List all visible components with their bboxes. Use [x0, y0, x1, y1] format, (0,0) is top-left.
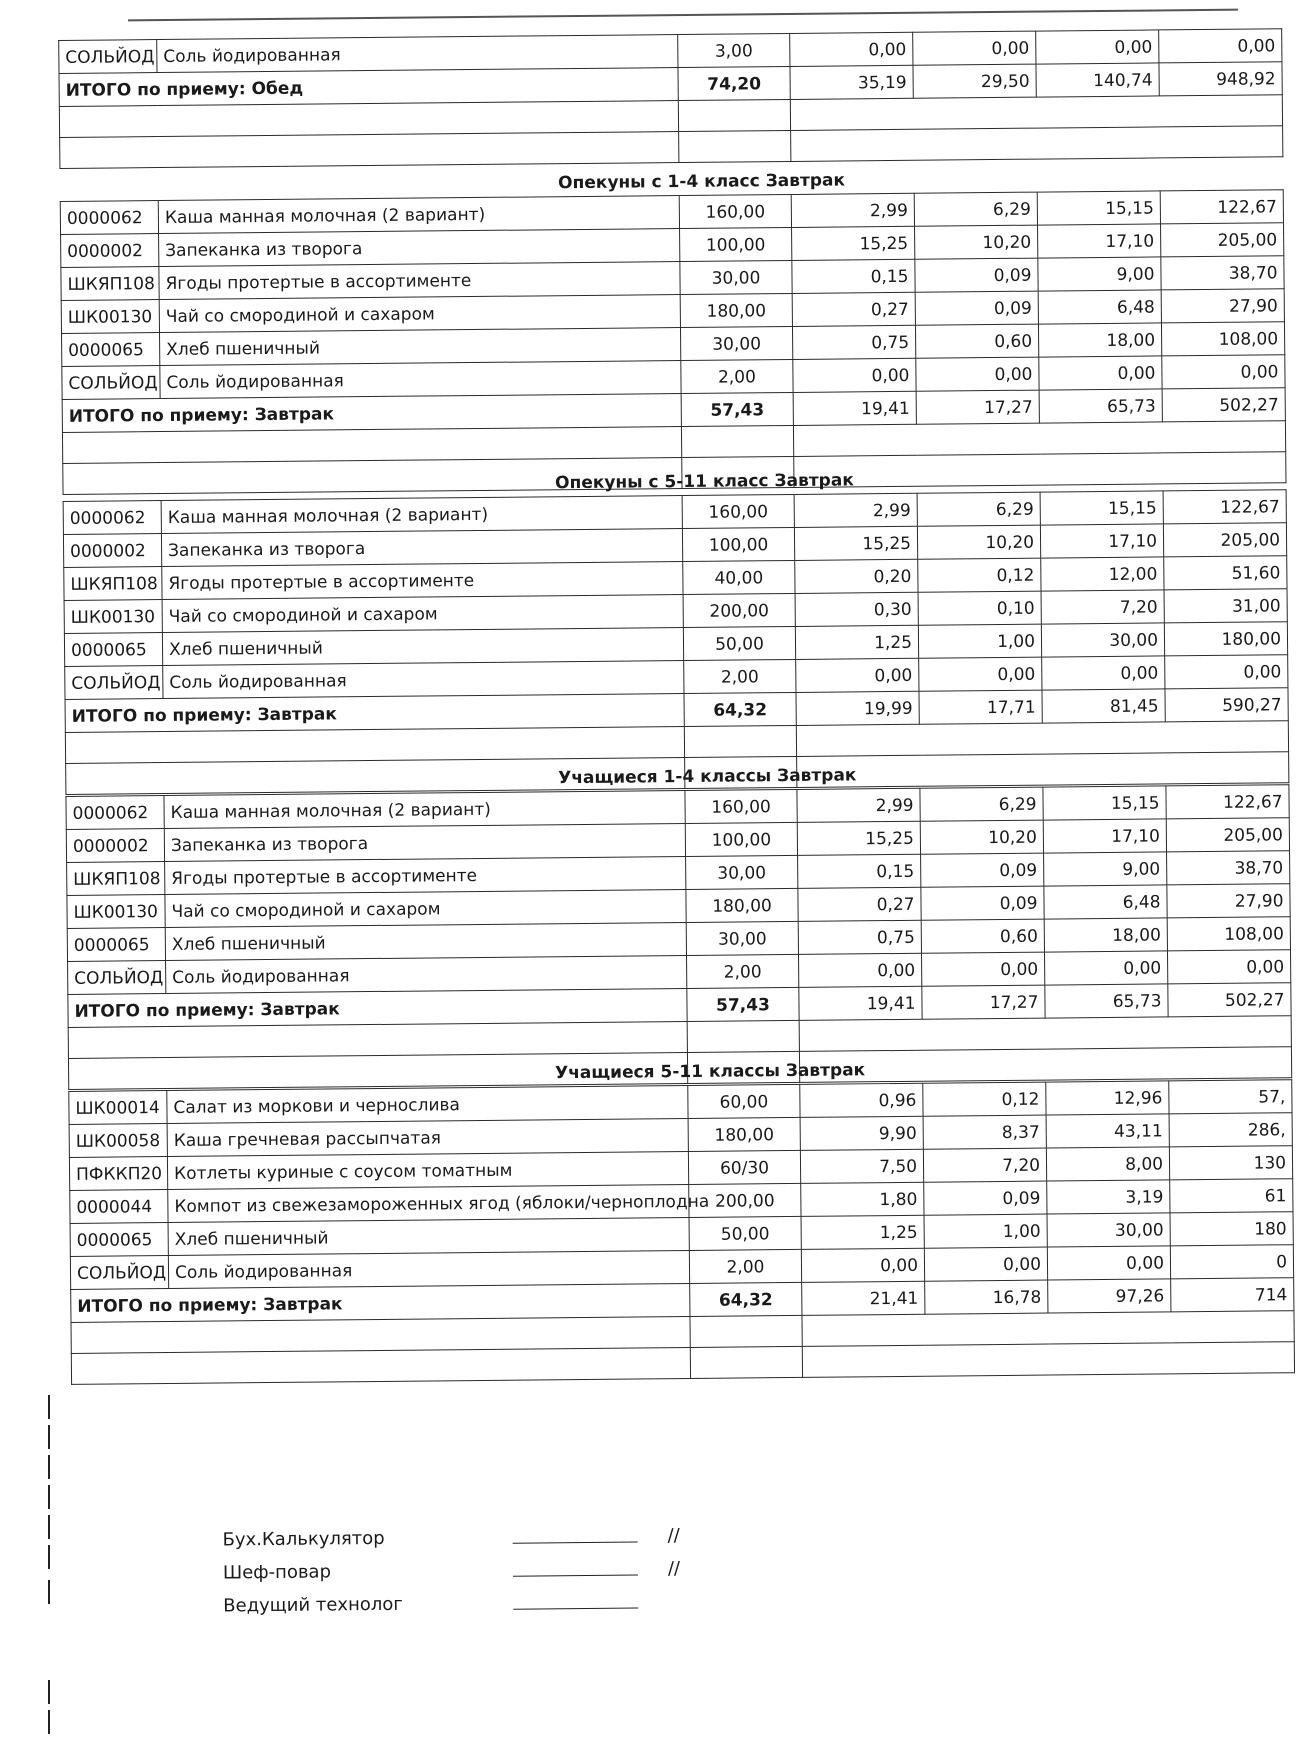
dish-code: ШК00014 — [69, 1091, 167, 1125]
total-protein: 19,41 — [799, 986, 922, 1020]
total-weight: 57,43 — [687, 987, 799, 1021]
carbs-value: 18,00 — [1038, 323, 1161, 357]
empty-cell — [684, 725, 796, 757]
fat-value: 0,00 — [919, 657, 1042, 691]
document-page — [58, 9, 1288, 1740]
total-weight: 57,43 — [681, 392, 793, 426]
total-protein: 35,19 — [790, 65, 913, 99]
protein-value: 0,15 — [792, 259, 915, 293]
carbs-value: 17,10 — [1043, 819, 1166, 853]
energy-value: 205,00 — [1161, 223, 1284, 257]
empty-cell — [796, 721, 1288, 757]
dish-name: Запеканка из творога — [159, 229, 680, 267]
total-protein: 19,99 — [796, 691, 919, 725]
carbs-value: 6,48 — [1044, 885, 1167, 919]
dish-code: 0000065 — [67, 928, 165, 962]
energy-value: 31,00 — [1164, 589, 1287, 623]
menu-table — [65, 784, 1292, 1090]
total-energy: 502,27 — [1168, 983, 1291, 1017]
total-fat: 17,71 — [919, 690, 1042, 724]
dish-name: Хлеб пшеничный — [162, 628, 683, 666]
portion-weight: 50,00 — [689, 1216, 801, 1250]
dish-name: Чай со смородиной и сахаром — [165, 890, 686, 928]
total-energy: 502,27 — [1162, 388, 1285, 422]
energy-value: 0,00 — [1159, 29, 1282, 63]
portion-weight: 50,00 — [683, 626, 795, 660]
fat-value: 0,12 — [923, 1082, 1046, 1116]
empty-cell — [681, 425, 793, 457]
dish-code: ШКЯП108 — [64, 567, 162, 601]
dish-code: ШК00130 — [61, 300, 159, 334]
energy-value: 61 — [1170, 1179, 1293, 1213]
dish-name: Запеканка из творога — [164, 824, 685, 862]
dish-name: Компот из свежезамороженных ягод (яблоки/черноплодна — [168, 1184, 689, 1222]
total-carbs: 81,45 — [1042, 689, 1165, 723]
protein-value: 0,27 — [792, 292, 915, 326]
left-margin-marks — [0, 0, 60, 1754]
dish-code: СОЛЬЙОД — [62, 366, 160, 400]
fat-value: 0,60 — [921, 919, 1044, 953]
carbs-value: 6,48 — [1038, 290, 1161, 324]
fat-value: 6,29 — [917, 492, 1040, 526]
protein-value: 0,75 — [798, 920, 921, 954]
dish-name: Соль йодированная — [163, 661, 684, 699]
portion-weight: 100,00 — [680, 227, 792, 261]
fat-value: 0,12 — [918, 558, 1041, 592]
energy-value: 27,90 — [1161, 289, 1284, 323]
fat-value: 0,09 — [924, 1181, 1047, 1215]
signature-role: Ведущий технолог — [223, 1593, 403, 1617]
fat-value: 0,00 — [916, 357, 1039, 391]
dish-code: 0000062 — [60, 201, 158, 235]
protein-value: 15,25 — [792, 226, 915, 260]
total-carbs: 140,74 — [1036, 63, 1159, 97]
total-protein: 21,41 — [802, 1281, 925, 1315]
portion-weight: 160,00 — [679, 194, 791, 228]
margin-mark — [48, 1425, 64, 1449]
margin-mark — [48, 1395, 64, 1419]
dish-code: ПФККП20 — [69, 1157, 167, 1191]
total-energy: 948,92 — [1159, 62, 1282, 96]
protein-value: 0,00 — [796, 658, 919, 692]
signature-mark: // — [667, 1525, 680, 1547]
energy-value: 205,00 — [1166, 818, 1289, 852]
energy-value: 122,67 — [1163, 490, 1286, 524]
fat-value: 0,60 — [915, 324, 1038, 358]
portion-weight: 30,00 — [686, 921, 798, 955]
carbs-value: 0,00 — [1042, 656, 1165, 690]
margin-mark — [48, 1680, 64, 1704]
portion-weight: 160,00 — [685, 789, 797, 823]
protein-value: 0,00 — [799, 953, 922, 987]
protein-value: 0,27 — [798, 887, 921, 921]
dish-code: ШКЯП108 — [67, 862, 165, 896]
dish-code: 0000065 — [70, 1222, 168, 1256]
portion-weight: 180,00 — [680, 293, 792, 327]
fat-value: 6,29 — [920, 787, 1043, 821]
signature-role: Шеф-повар — [222, 1561, 332, 1584]
fat-value: 1,00 — [924, 1214, 1047, 1248]
protein-value: 0,00 — [790, 32, 913, 66]
dish-name: Соль йодированная — [157, 35, 678, 73]
dish-name: Каша манная молочная (2 вариант) — [158, 196, 679, 234]
carbs-value: 15,15 — [1043, 786, 1166, 820]
signature-line — [513, 1575, 638, 1577]
empty-cell — [790, 95, 1282, 131]
menu-table — [60, 189, 1287, 495]
protein-value: 15,25 — [794, 526, 917, 560]
carbs-value: 18,00 — [1044, 918, 1167, 952]
dish-name: Чай со смородиной и сахаром — [162, 595, 683, 633]
total-energy: 590,27 — [1165, 688, 1288, 722]
energy-value: 57, — [1169, 1080, 1292, 1114]
energy-value: 38,70 — [1167, 851, 1290, 885]
signature-line — [513, 1608, 638, 1610]
empty-cell — [60, 132, 679, 169]
energy-value: 180 — [1170, 1212, 1293, 1246]
total-fat: 17,27 — [922, 985, 1045, 1019]
fat-value: 10,20 — [915, 225, 1038, 259]
margin-mark — [48, 1710, 64, 1734]
portion-weight: 160,00 — [682, 494, 794, 528]
energy-value: 0,00 — [1162, 355, 1285, 389]
empty-cell — [687, 1020, 799, 1052]
portion-weight: 200,00 — [689, 1183, 801, 1217]
total-label: ИТОГО по приему: Завтрак — [71, 1283, 690, 1322]
empty-cell — [678, 99, 790, 131]
fat-value: 0,09 — [915, 258, 1038, 292]
dish-code: 0000002 — [66, 829, 164, 863]
total-label: ИТОГО по приему: Завтрак — [68, 989, 687, 1028]
portion-weight: 30,00 — [680, 260, 792, 294]
portion-weight: 2,00 — [687, 954, 799, 988]
protein-value: 0,75 — [792, 325, 915, 359]
total-fat: 29,50 — [913, 64, 1036, 98]
carbs-value: 0,00 — [1047, 1246, 1170, 1280]
protein-value: 0,00 — [801, 1248, 924, 1282]
margin-mark — [48, 1515, 64, 1539]
carbs-value: 30,00 — [1041, 623, 1164, 657]
fat-value: 0,09 — [921, 886, 1044, 920]
dish-code: ШК00130 — [64, 600, 162, 634]
signature-line — [513, 1542, 638, 1544]
dish-code: 0000002 — [63, 534, 161, 568]
total-fat: 16,78 — [925, 1280, 1048, 1314]
portion-weight: 60/30 — [688, 1150, 800, 1184]
dish-code: СОЛЬЙОД — [59, 40, 157, 74]
protein-value: 0,96 — [800, 1083, 923, 1117]
menu-section — [65, 759, 1285, 1090]
protein-value: 15,25 — [797, 821, 920, 855]
protein-value: 1,25 — [795, 625, 918, 659]
dish-code: 0000065 — [64, 633, 162, 667]
energy-value: 180,00 — [1164, 622, 1287, 656]
protein-value: 9,90 — [800, 1116, 923, 1150]
fat-value: 6,29 — [914, 192, 1037, 226]
portion-weight: 3,00 — [678, 33, 790, 67]
total-label: ИТОГО по приему: Обед — [59, 68, 678, 107]
carbs-value: 9,00 — [1044, 852, 1167, 886]
protein-value: 2,99 — [794, 493, 917, 527]
dish-name: Ягоды протертые в ассортименте — [159, 262, 680, 300]
energy-value: 38,70 — [1161, 256, 1284, 290]
carbs-value: 3,19 — [1047, 1180, 1170, 1214]
dish-name: Котлеты куриные с соусом томатным — [167, 1152, 688, 1190]
margin-mark — [48, 1485, 64, 1509]
protein-value: 2,99 — [797, 788, 920, 822]
menu-section — [62, 464, 1282, 795]
menu-section — [59, 164, 1279, 495]
energy-value: 51,60 — [1164, 556, 1287, 590]
menu-section — [68, 1054, 1288, 1385]
protein-value: 0,15 — [798, 854, 921, 888]
signature-role: Бух.Калькулятор — [222, 1527, 385, 1551]
empty-cell — [799, 1016, 1291, 1052]
dish-name: Салат из моркови и чернослива — [167, 1086, 688, 1124]
total-label: ИТОГО по приему: Завтрак — [65, 694, 684, 733]
carbs-value: 9,00 — [1038, 257, 1161, 291]
margin-mark — [48, 1455, 64, 1479]
carbs-value: 7,20 — [1041, 590, 1164, 624]
dish-name: Соль йодированная — [168, 1250, 689, 1288]
total-weight: 64,32 — [690, 1282, 802, 1316]
protein-value: 1,80 — [801, 1182, 924, 1216]
empty-cell — [679, 130, 791, 162]
portion-weight: 2,00 — [681, 359, 793, 393]
dish-name: Запеканка из творога — [161, 529, 682, 567]
fat-value: 1,00 — [918, 624, 1041, 658]
fat-value: 0,09 — [921, 853, 1044, 887]
carbs-value: 8,00 — [1046, 1147, 1169, 1181]
dish-name: Каша манная молочная (2 вариант) — [161, 496, 682, 534]
protein-value: 0,20 — [795, 559, 918, 593]
fat-value: 0,00 — [924, 1247, 1047, 1281]
dish-name: Хлеб пшеничный — [165, 923, 686, 961]
dish-code: 0000044 — [70, 1190, 168, 1224]
dish-code: СОЛЬЙОД — [65, 666, 163, 700]
portion-weight: 100,00 — [685, 822, 797, 856]
dish-code: 0000062 — [63, 501, 161, 535]
portion-weight: 180,00 — [688, 1117, 800, 1151]
empty-cell — [802, 1342, 1294, 1378]
empty-cell — [71, 1347, 690, 1384]
protein-value: 0,30 — [795, 592, 918, 626]
carbs-value: 17,10 — [1038, 224, 1161, 258]
energy-value: 122,67 — [1166, 785, 1289, 819]
empty-cell — [793, 421, 1285, 457]
portion-weight: 2,00 — [689, 1249, 801, 1283]
carbs-value: 17,10 — [1040, 524, 1163, 558]
portion-weight: 40,00 — [683, 560, 795, 594]
energy-value: 130 — [1169, 1146, 1292, 1180]
dish-name: Ягоды протертые в ассортименте — [162, 562, 683, 600]
menu-table — [63, 489, 1290, 795]
energy-value: 0,00 — [1165, 655, 1288, 689]
dish-code: 0000065 — [62, 333, 160, 367]
total-carbs: 97,26 — [1048, 1279, 1171, 1313]
carbs-value: 15,15 — [1037, 191, 1160, 225]
fat-value: 8,37 — [923, 1115, 1046, 1149]
energy-value: 205,00 — [1163, 523, 1286, 557]
dish-name: Каша манная молочная (2 вариант) — [164, 791, 685, 829]
portion-weight: 60,00 — [688, 1084, 800, 1118]
fat-value: 0,00 — [921, 952, 1044, 986]
page-top-edge — [128, 9, 1238, 22]
portion-weight: 30,00 — [680, 326, 792, 360]
dish-code: СОЛЬЙОД — [68, 961, 166, 995]
signature-block — [222, 1518, 823, 1623]
carbs-value: 15,15 — [1040, 491, 1163, 525]
energy-value: 108,00 — [1161, 322, 1284, 356]
fat-value: 7,20 — [923, 1148, 1046, 1182]
signature-row — [223, 1584, 823, 1623]
portion-weight: 30,00 — [686, 855, 798, 889]
energy-value: 286, — [1169, 1113, 1292, 1147]
carbs-value: 12,96 — [1046, 1081, 1169, 1115]
portion-weight: 100,00 — [682, 527, 794, 561]
dish-code: 0000002 — [61, 234, 159, 268]
carbs-value: 30,00 — [1047, 1213, 1170, 1247]
protein-value: 0,00 — [793, 358, 916, 392]
section-title: Опекуны с 1-4 класс Завтрак — [558, 170, 846, 194]
signature-mark: // — [667, 1558, 681, 1580]
carbs-value: 12,00 — [1041, 557, 1164, 591]
menu-section — [58, 29, 1276, 169]
protein-value: 2,99 — [791, 193, 914, 227]
dish-name: Хлеб пшеничный — [160, 328, 681, 366]
dish-code: ШК00130 — [67, 895, 165, 929]
total-carbs: 65,73 — [1045, 984, 1168, 1018]
total-fat: 17,27 — [916, 390, 1039, 424]
carbs-value: 0,00 — [1039, 356, 1162, 390]
empty-cell — [791, 126, 1283, 162]
dish-name: Хлеб пшеничный — [168, 1217, 689, 1255]
energy-value: 0 — [1170, 1245, 1293, 1279]
dish-code: ШК00058 — [69, 1124, 167, 1158]
carbs-value: 43,11 — [1046, 1114, 1169, 1148]
total-label: ИТОГО по приему: Завтрак — [62, 394, 681, 433]
empty-cell — [802, 1311, 1294, 1347]
dish-name: Соль йодированная — [166, 956, 687, 994]
portion-weight: 200,00 — [683, 593, 795, 627]
protein-value: 7,50 — [800, 1149, 923, 1183]
dish-name: Соль йодированная — [160, 361, 681, 399]
dish-name: Ягоды протертые в ассортименте — [165, 857, 686, 895]
total-weight: 74,20 — [678, 66, 790, 100]
energy-value: 27,90 — [1167, 884, 1290, 918]
margin-mark — [48, 1545, 64, 1569]
total-carbs: 65,73 — [1039, 389, 1162, 423]
fat-value: 10,20 — [920, 820, 1043, 854]
dish-name: Каша гречневая рассыпчатая — [167, 1119, 688, 1157]
dish-name: Чай со смородиной и сахаром — [159, 295, 680, 333]
menu-table — [68, 1079, 1295, 1385]
menu-table — [58, 28, 1283, 169]
carbs-value: 0,00 — [1044, 951, 1167, 985]
total-weight: 64,32 — [684, 692, 796, 726]
energy-value: 0,00 — [1167, 950, 1290, 984]
total-protein: 19,41 — [793, 391, 916, 425]
section-title: Учащиеся 5-11 классы Завтрак — [554, 1060, 866, 1084]
dish-code: СОЛЬЙОД — [70, 1255, 168, 1289]
energy-value: 108,00 — [1167, 917, 1290, 951]
dish-code: ШКЯП108 — [61, 267, 159, 301]
fat-value: 10,20 — [917, 525, 1040, 559]
carbs-value: 0,00 — [1036, 30, 1159, 64]
total-energy: 714 — [1171, 1278, 1294, 1312]
protein-value: 1,25 — [801, 1215, 924, 1249]
fat-value: 0,09 — [915, 291, 1038, 325]
dish-code: 0000062 — [66, 796, 164, 830]
margin-mark — [48, 1580, 64, 1604]
energy-value: 122,67 — [1160, 190, 1283, 224]
section-title: Учащиеся 1-4 классы Завтрак — [558, 765, 857, 789]
empty-cell — [690, 1346, 802, 1378]
fat-value: 0,00 — [913, 31, 1036, 65]
portion-weight: 180,00 — [686, 888, 798, 922]
fat-value: 0,10 — [918, 591, 1041, 625]
section-title: Опекуны с 5-11 класс Завтрак — [555, 470, 854, 494]
empty-cell — [690, 1315, 802, 1347]
portion-weight: 2,00 — [684, 659, 796, 693]
